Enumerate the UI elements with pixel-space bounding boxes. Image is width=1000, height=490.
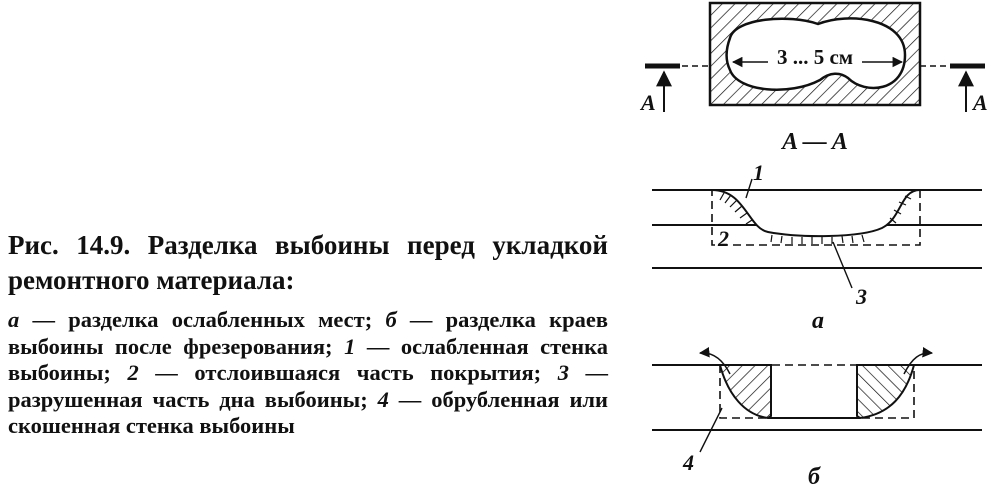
removed-wall-left	[720, 365, 771, 418]
section-title: A — A	[782, 129, 848, 155]
dimension-label: 3 ... 5 см	[776, 45, 854, 69]
legend-text-a: разделка ослабленных мест;	[68, 307, 373, 332]
legend-key-3: 3	[557, 360, 569, 385]
legend-text-b: разделка краев выбоины после фрезерования;	[8, 307, 609, 359]
view-a	[652, 160, 982, 334]
callout-4: 4	[683, 450, 694, 475]
callout-3-leader	[833, 242, 852, 288]
pothole-profile-a	[712, 190, 920, 236]
view-b-label: б	[808, 464, 820, 490]
caption-title: Рис. 14.9. Разделка выбоины перед укладкой ремонтного материала:	[8, 230, 608, 295]
plan-view	[639, 3, 988, 155]
view-a-label: а	[812, 308, 824, 334]
callout-3: 3	[856, 284, 867, 309]
legend-key-a: а	[8, 307, 20, 332]
legend-text-4: обрубленная или скошенная стенка выбоины	[8, 386, 609, 438]
legend-text-3: разрушенная часть дна выбоины;	[8, 386, 368, 412]
section-mark-right-label: A	[973, 90, 988, 115]
section-mark-left-label: A	[641, 90, 656, 115]
view-b	[652, 353, 982, 490]
caption-legend: а — разделка ослабленных мест; б — разделка краев выбоины после фрезерования; 1 — ослабленная стенка выбоины; 2 — отслоившаяся часть покрытия; 3 — разрушенная часть дна выбоины; 4 — обрубленная или скошенная стенка выбоины	[8, 307, 609, 438]
legend-key-4: 4	[377, 386, 389, 412]
legend-key-2: 2	[127, 360, 139, 385]
removed-wall-right	[857, 365, 914, 418]
legend-key-1: 1	[344, 333, 356, 359]
callout-2: 2	[718, 226, 729, 251]
legend-key-b: б	[385, 307, 397, 332]
legend-text-1: ослабленная стенка выбоины;	[8, 333, 608, 385]
callout-1: 1	[753, 160, 764, 185]
legend-text-2: отслоившаяся часть покрытия;	[194, 360, 542, 385]
